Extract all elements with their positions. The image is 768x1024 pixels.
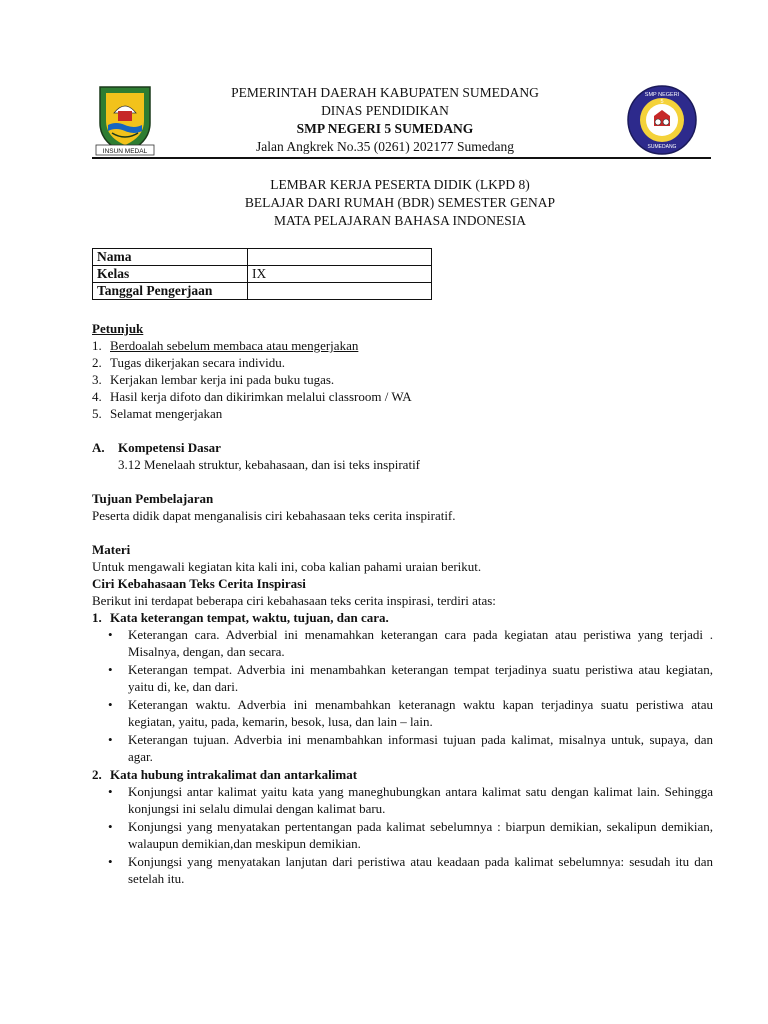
worksheet-body <box>92 320 713 888</box>
logo-left-text: INSUN MEDAL <box>102 148 148 155</box>
list-item-text: Berdoalah sebelum membaca atau mengerjakan <box>110 338 359 353</box>
list-item <box>108 783 713 817</box>
list-item-text: Keterangan waktu. Adverbia ini menambahkan keteranagn waktu kapan terjadinya suatu peristiwa atau kegiatan, yaitu, pada, kemarin, besok, lusa, dan lain – lain. <box>128 697 713 729</box>
identity-value-nama[interactable] <box>248 249 432 266</box>
logo-right-top: SMP NEGERI <box>644 92 680 98</box>
title-lkpd: LEMBAR KERJA PESERTA DIDIK (LKPD 8) <box>270 177 530 192</box>
letterhead <box>200 84 570 156</box>
petunjuk-heading: Petunjuk <box>92 321 144 336</box>
bullet-icon: • <box>108 732 113 747</box>
list-item <box>108 818 713 852</box>
letterhead-office: DINAS PENDIDIKAN <box>321 103 449 118</box>
student-identity-table <box>92 248 432 300</box>
bullet-icon: • <box>108 627 113 642</box>
list-item-text: Konjungsi antar kalimat yaitu kata yang maneghubungkan antara kalimat satu dengan kalimat lain. Sehingga konjungsi ini selalu dimulai dengan kalimat baru. <box>128 784 713 816</box>
list-item <box>92 405 713 422</box>
identity-value-tanggal[interactable] <box>248 283 432 300</box>
logo-right-num: 5 <box>660 99 664 105</box>
identity-label: Nama <box>93 249 248 266</box>
bullet-list <box>92 626 713 765</box>
table-row <box>93 283 432 300</box>
identity-label: Tanggal Pengerjaan <box>93 283 248 300</box>
list-item-num: 1. <box>92 338 102 353</box>
logo-right-bottom: SUMEDANG <box>647 144 677 150</box>
materi-heading: Materi <box>92 542 131 557</box>
list-item-text: Keterangan tujuan. Adverbia ini menambahkan informasi tujuan pada kalimat, misalnya untuk, supaya, dan agar. <box>128 732 713 764</box>
list-item-num: 2. <box>92 355 102 370</box>
sumedang-emblem-icon <box>94 83 156 159</box>
bullet-icon: • <box>108 854 113 869</box>
list-item-text: Selamat mengerjakan <box>110 406 223 421</box>
materi-lead: Berikut ini terdapat beberapa ciri kebahasaan teks cerita inspirasi, terdiri atas: <box>92 593 496 608</box>
identity-label: Kelas <box>93 266 248 283</box>
list-item-text: Hasil kerja difoto dan dikirimkan melalui classroom / WA <box>110 389 412 404</box>
list-item-text: Kerjakan lembar kerja ini pada buku tugas. <box>110 372 335 387</box>
bullet-icon: • <box>108 819 113 834</box>
materi-section-heading <box>92 609 713 626</box>
table-row <box>93 266 432 283</box>
materi-section-heading <box>92 766 713 783</box>
list-item <box>108 853 713 887</box>
list-item-text: Tugas dikerjakan secara individu. <box>110 355 285 370</box>
bullet-icon: • <box>108 697 113 712</box>
list-item <box>92 388 713 405</box>
letterhead-school: SMP NEGERI 5 SUMEDANG <box>296 121 474 136</box>
list-item-text: Keterangan tempat. Adverbia ini menambahkan keterangan tempat terjadinya suatu peristiwa atau kegiatan, yaitu di, ke, dan dari. <box>128 662 713 694</box>
list-item-num: 3. <box>92 372 102 387</box>
tujuan-text: Peserta didik dapat menganalisis ciri kebahasaan teks cerita inspiratif. <box>92 508 456 523</box>
list-item-text: Konjungsi yang menyatakan lanjutan dari peristiwa atau keadaan pada kalimat sebelumnya: sesudah itu dan setelah itu. <box>128 854 713 886</box>
letterhead-address: Jalan Angkrek No.35 (0261) 202177 Sumedang <box>256 139 514 154</box>
bullet-icon: • <box>108 784 113 799</box>
bullet-list <box>92 783 713 887</box>
petunjuk-list <box>92 337 713 422</box>
section-title: Kata keterangan tempat, waktu, tujuan, dan cara. <box>110 610 389 625</box>
section-num: 1. <box>92 610 102 625</box>
materi-intro: Untuk mengawali kegiatan kita kali ini, coba kalian pahami uraian berikut. <box>92 559 482 574</box>
school-logo-icon <box>626 84 698 156</box>
section-title: Kata hubung intrakalimat dan antarkalimat <box>110 767 358 782</box>
tujuan-heading: Tujuan Pembelajaran <box>92 491 214 506</box>
list-item <box>108 731 713 765</box>
section-num: A. <box>92 440 105 455</box>
identity-value-kelas[interactable]: IX <box>248 266 432 283</box>
bullet-icon: • <box>108 662 113 677</box>
list-item <box>108 696 713 730</box>
list-item-text: Konjungsi yang menyatakan pertentangan pada kalimat sebelumnya : biarpun demikian, sekalipun demikian, walaupun demikian,dan meskipun demikian. <box>128 819 713 851</box>
worksheet-titles <box>200 176 600 230</box>
section-num: 2. <box>92 767 102 782</box>
list-item-num: 5. <box>92 406 102 421</box>
letterhead-divider <box>92 157 711 159</box>
title-bdr: BELAJAR DARI RUMAH (BDR) SEMESTER GENAP <box>244 195 556 210</box>
title-subject: MATA PELAJARAN BAHASA INDONESIA <box>273 213 527 228</box>
list-item <box>108 661 713 695</box>
table-row <box>93 249 432 266</box>
list-item <box>92 354 713 371</box>
list-item-num: 4. <box>92 389 102 404</box>
kompetensi-dasar: 3.12 Menelaah struktur, kebahasaan, dan isi teks inspiratif <box>118 457 421 472</box>
materi-subheading: Ciri Kebahasaan Teks Cerita Inspirasi <box>92 576 306 591</box>
list-item-text: Keterangan cara. Adverbial ini menamahkan keterangan cara pada kegiatan atau peristiwa yang terjadi . Misalnya, dengan, dan secara. <box>128 627 713 659</box>
list-item <box>92 337 713 354</box>
letterhead-gov: PEMERINTAH DAERAH KABUPATEN SUMEDANG <box>231 85 539 100</box>
list-item <box>92 371 713 388</box>
list-item <box>108 626 713 660</box>
kompetensi-heading <box>92 439 713 456</box>
section-title: Kompetensi Dasar <box>118 440 221 455</box>
